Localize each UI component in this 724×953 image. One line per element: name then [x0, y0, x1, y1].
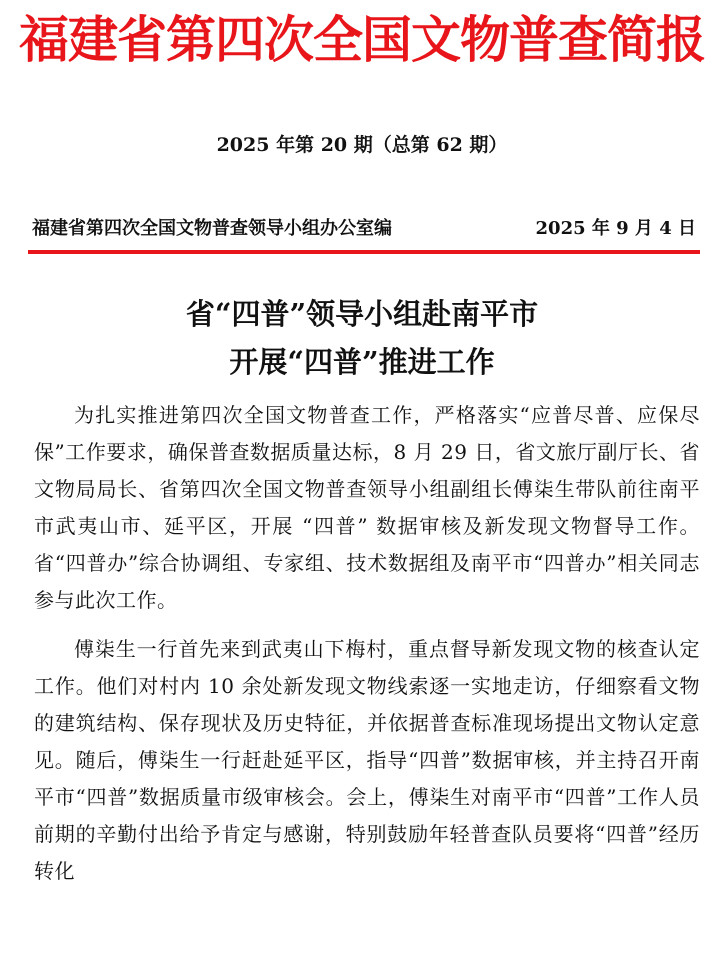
article-title-line-1: 省“四普”领导小组赴南平市 [185, 297, 539, 331]
article-title [0, 290, 724, 386]
article-paragraph: 傅柒生一行首先来到武夷山下梅村，重点督导新发现文物的核查认定工作。他们对村内 10 余处新发现文物线索逐一实地走访，仔细察看文物的建筑结构、保存现状及历史特征，并依据普查标准现场提出文物认定意见。随后，傅柒生一行赶赴延平区，指导“四普”数据审核，并主持召开南平市“四普”数据质量市级审核会。会上，傅柒生对南平市“四普”工作人员前期的辛勤付出给予肯定与感谢，特别鼓励年轻普查队员要将“四普”经历转化 [34, 637, 700, 883]
publish-date: 2025 年 9 月 4 日 [535, 218, 696, 239]
masthead-title: 福建省第四次全国文物普查简报 [19, 10, 705, 69]
article-title-line-2: 开展“四普”推进工作 [229, 345, 495, 379]
red-divider [28, 250, 700, 254]
editor-org: 福建省第四次全国文物普查领导小组办公室编 [32, 218, 392, 239]
issue-number: 2025 年第 20 期（总第 62 期） [216, 134, 508, 156]
article-body [34, 397, 700, 902]
article-paragraph: 为扎实推进第四次全国文物普查工作，严格落实“应普尽普、应保尽保”工作要求，确保普查数据质量达标，8 月 29 日，省文旅厅副厅长、省文物局局长、省第四次全国文物普查领导小组副组长傅柒生带队前往南平市武夷山市、延平区，开展 “四普” 数据审核及新发现文物督导工作。省“四普办”综合协调组、专家组、技术数据组及南平市“四普办”相关同志参与此次工作。 [34, 403, 700, 612]
